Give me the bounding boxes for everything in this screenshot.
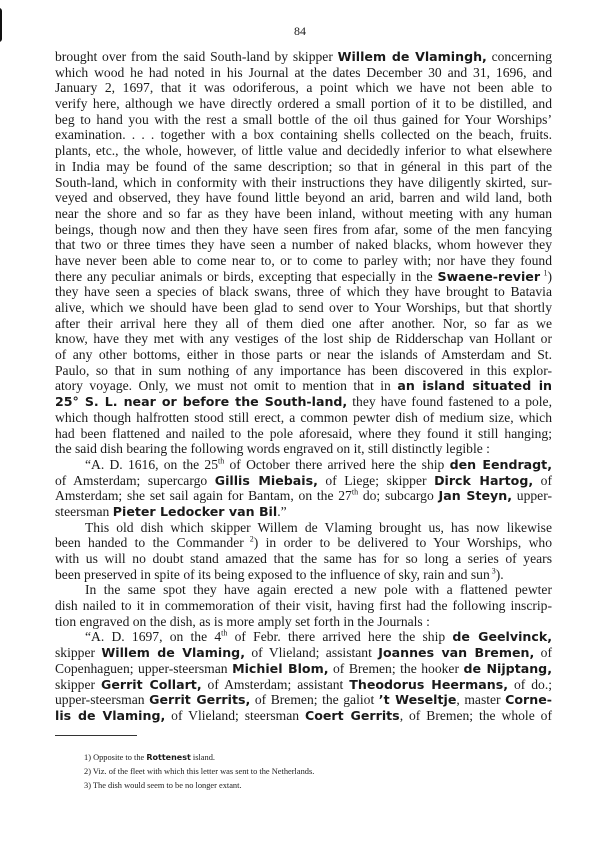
text-line bbox=[55, 222, 552, 238]
bold-name: Joannes van Bremen, bbox=[378, 645, 535, 661]
text-line bbox=[55, 488, 552, 504]
superscript: th bbox=[351, 487, 359, 497]
text-run: with us will no doubt stand amazed that the same has for so long a series of years bbox=[55, 551, 552, 566]
bold-name: den Eendragt, bbox=[449, 456, 552, 472]
text-run: concerning bbox=[486, 49, 552, 64]
bold-name: Gillis Miebais, bbox=[214, 472, 318, 488]
text-run: 3) The dish would seem to be no longer extant. bbox=[84, 781, 242, 790]
text-run: steersman bbox=[55, 503, 113, 519]
text-run: of Amsterdam; assistant bbox=[201, 676, 350, 692]
text-line bbox=[55, 363, 552, 379]
text-line bbox=[55, 175, 552, 191]
superscript: 3 bbox=[489, 566, 496, 576]
text-line bbox=[55, 331, 552, 347]
text-line bbox=[55, 49, 552, 65]
text-line bbox=[55, 520, 552, 536]
bold-name: Pieter Ledocker van Bil bbox=[112, 503, 278, 519]
bold-name: an island situated in bbox=[397, 378, 552, 394]
text-run: beg to hand you with the rest a small bottle of the oil thus gained for Your Worships’ bbox=[55, 111, 552, 127]
text-run: ) bbox=[547, 268, 552, 284]
text-run: skipper bbox=[55, 676, 101, 692]
footnotes bbox=[84, 751, 314, 793]
bold-name: Willem de Vlaming, bbox=[101, 645, 245, 661]
paragraph bbox=[55, 457, 552, 520]
text-line bbox=[55, 347, 552, 363]
text-line bbox=[55, 551, 552, 567]
text-line bbox=[55, 65, 552, 81]
text-run: of Bremen; the hooker bbox=[328, 660, 464, 676]
text-run: have never been able to come near to, or to come to parley with; nor have they found bbox=[55, 252, 552, 268]
text-line bbox=[55, 614, 552, 630]
text-run: been preserved in spite of its being exposed to the influence of sky, rain and sun bbox=[55, 566, 490, 582]
text-line bbox=[55, 582, 552, 598]
text-line bbox=[55, 96, 552, 112]
text-line bbox=[55, 535, 552, 551]
text-line bbox=[55, 127, 552, 143]
text-run: examination. . . . together with a box containing shells collected on the beach, fruits. bbox=[55, 127, 552, 143]
text-line bbox=[55, 80, 552, 96]
text-run: ). bbox=[495, 566, 504, 582]
text-run: Copenhaguen; upper-steersman bbox=[55, 660, 233, 676]
body-text bbox=[55, 49, 552, 724]
text-run: tion engraved on the dish, as is more amply set forth in the Journals : bbox=[55, 613, 430, 629]
page-number: 84 bbox=[294, 24, 306, 38]
text-line bbox=[55, 473, 552, 489]
bold-name: Jan Steyn, bbox=[438, 488, 513, 504]
text-line bbox=[55, 206, 552, 222]
text-run: 2) Viz. of the fleet with which this letter was sent to the Netherlands. bbox=[84, 767, 315, 776]
bold-name: Gerrit Collart, bbox=[100, 676, 202, 692]
text-run: do; subcargo bbox=[358, 488, 439, 504]
text-line bbox=[55, 410, 552, 426]
text-line bbox=[55, 426, 552, 442]
text-run: the said dish bearing the following words engraved on it, still distinctly legible : bbox=[55, 441, 490, 457]
bold-name: Michiel Blom, bbox=[232, 660, 329, 676]
text-run: , of Bremen; the whole of bbox=[399, 707, 552, 723]
text-run: of October there arrived here the ship bbox=[224, 456, 450, 472]
paragraph bbox=[55, 629, 552, 723]
footnote-divider bbox=[55, 735, 137, 736]
text-run: “A. D. 1697, on the 4 bbox=[85, 629, 222, 645]
text-run: , master bbox=[456, 692, 506, 708]
text-run: ) in order to be delivered to Your Worships, who bbox=[253, 535, 553, 551]
text-run: near the shore and so far as they have been inland, without meeting with any human bbox=[55, 205, 552, 221]
text-line bbox=[55, 504, 552, 520]
text-run: had been flattened and nailed to the pole aforesaid, where they found it still hanging; bbox=[55, 425, 552, 441]
text-line bbox=[55, 567, 552, 583]
text-line bbox=[55, 708, 552, 724]
text-run: dish nailed to it in commemoration of their visit, having first had the following inscrip- bbox=[55, 598, 552, 614]
superscript: th bbox=[221, 628, 228, 638]
bold-name: Rottenest bbox=[146, 753, 191, 762]
bold-name: Willem de Vlamingh, bbox=[337, 49, 487, 64]
text-line bbox=[55, 190, 552, 206]
text-run: skipper bbox=[55, 645, 102, 661]
bold-name: Swaene-revier bbox=[437, 268, 541, 284]
footnote bbox=[84, 779, 314, 793]
bold-name: lis de Vlaming, bbox=[55, 707, 166, 723]
bold-name: de Nijptang, bbox=[463, 660, 552, 676]
text-line bbox=[55, 677, 552, 693]
bold-name: ’t Weseltje bbox=[378, 692, 457, 708]
text-line bbox=[55, 253, 552, 269]
footnote bbox=[84, 765, 314, 779]
text-run: there any peculiar animals or birds, excepting that especially in the bbox=[55, 268, 438, 284]
text-line bbox=[55, 661, 552, 677]
text-run: 1) Opposite to the bbox=[84, 753, 147, 762]
text-run: upper- bbox=[512, 488, 552, 504]
text-line bbox=[55, 378, 552, 394]
text-line bbox=[55, 300, 552, 316]
text-run: that two or three times they have seen a number of naked blacks, whom however they bbox=[55, 237, 552, 253]
text-line bbox=[55, 598, 552, 614]
text-run: been handed to the Commander bbox=[55, 535, 244, 551]
text-run: after their arrival here they all of them died one after another. Nor, so far as we bbox=[55, 315, 552, 331]
text-line bbox=[55, 394, 552, 410]
text-run: atory voyage. Only, we must not omit to mention that in bbox=[55, 378, 398, 394]
text-run: beings, though now and then they have seen fires from afar, some of the men fancying bbox=[55, 221, 552, 237]
text-run: in India may be found of the same description; so that in géneral in this part of the bbox=[55, 158, 552, 174]
text-run: they have seen a species of black swans, three of which they have brought to Batavia bbox=[55, 284, 552, 300]
bold-name: Corne- bbox=[505, 692, 552, 708]
text-run: of bbox=[533, 472, 552, 488]
text-run: of Liege; skipper bbox=[317, 472, 435, 488]
text-run: plants, etc., the whole, however, of little value and decidedly inferior to what elsewhere bbox=[55, 143, 552, 159]
paragraph bbox=[55, 520, 552, 583]
text-run: veyed and observed, they have found little beyond an arid, barren and wild land, both bbox=[55, 190, 552, 206]
text-line bbox=[55, 284, 552, 300]
text-run: they have found fastened to a pole, bbox=[347, 394, 552, 410]
bold-name: Gerrit Gerrits, bbox=[149, 692, 251, 708]
text-run: of bbox=[534, 645, 552, 661]
text-run: of any other bottoms, either in those parts or near the islands of Amsterdam and St. bbox=[55, 347, 552, 363]
text-run: of Vlieland; steersman bbox=[165, 707, 305, 723]
text-run: Amsterdam; she set sail again for Bantam, on the 27 bbox=[55, 488, 352, 504]
bold-name: Theodorus Heermans, bbox=[349, 676, 508, 692]
text-run: South-land, which in conformity with their instructions they have diligently skirted, sur- bbox=[55, 174, 552, 190]
text-line bbox=[55, 692, 552, 708]
text-run: of Vlieland; assistant bbox=[244, 645, 379, 661]
text-line bbox=[55, 269, 552, 285]
text-run: of Febr. there arrived here the ship bbox=[227, 629, 453, 645]
paragraph bbox=[55, 582, 552, 629]
bold-name: Dirck Hartog, bbox=[434, 472, 534, 488]
text-line bbox=[55, 457, 552, 473]
bold-name: Coert Gerrits bbox=[304, 707, 400, 723]
text-line bbox=[55, 159, 552, 175]
superscript: 2 bbox=[243, 534, 254, 544]
text-line bbox=[55, 645, 552, 661]
text-run: Paulo, so that in sum nothing of any importance has been discovered in this explor- bbox=[55, 362, 552, 378]
text-run: which though halfrotten stood still erect, a common pewter dish of medium size, which bbox=[55, 409, 552, 425]
text-run: In the same spot they have again erected a new pole with a flattened pewter bbox=[85, 582, 552, 598]
text-run: know, have they met with any vestiges of the lost ship de Ridderschap van Hollant or bbox=[55, 331, 552, 347]
text-run: upper-steersman bbox=[55, 692, 150, 708]
text-run: verify here, although we have directly ordered a small portion of it to be distilled, and bbox=[55, 96, 552, 112]
text-line bbox=[55, 629, 552, 645]
superscript: th bbox=[218, 456, 225, 466]
text-line bbox=[55, 316, 552, 332]
text-run: alive, which we should have been glad to send over to Your Worships, but that shortly bbox=[55, 300, 552, 315]
text-run: brought over from the said South-land by skipper bbox=[55, 49, 338, 64]
text-run: of Amsterdam; supercargo bbox=[55, 472, 215, 488]
text-line bbox=[55, 441, 552, 457]
text-run: island. bbox=[190, 753, 215, 762]
text-run: which wood he had noted in his Journal at the dates December 30 and 31, 1696, and bbox=[55, 64, 552, 80]
text-run: January 2, 1697, that it was odoriferous, a point which we have not been able to bbox=[55, 80, 552, 96]
bold-name: de Geelvinck, bbox=[452, 629, 552, 645]
text-run: .” bbox=[277, 503, 287, 519]
text-line bbox=[55, 143, 552, 159]
text-run: “A. D. 1616, on the 25 bbox=[85, 456, 219, 472]
superscript: 1 bbox=[540, 268, 548, 278]
paragraph bbox=[55, 49, 552, 457]
text-line bbox=[55, 112, 552, 128]
footnote bbox=[84, 751, 314, 765]
text-run: of do.; bbox=[508, 676, 552, 692]
text-run: of Bremen; the galiot bbox=[250, 692, 379, 708]
text-line bbox=[55, 237, 552, 253]
text-run: This old dish which skipper Willem de Vlaming brought us, has now likewise bbox=[85, 519, 552, 535]
bold-name: 25° S. L. near or before the South-land, bbox=[55, 394, 348, 410]
